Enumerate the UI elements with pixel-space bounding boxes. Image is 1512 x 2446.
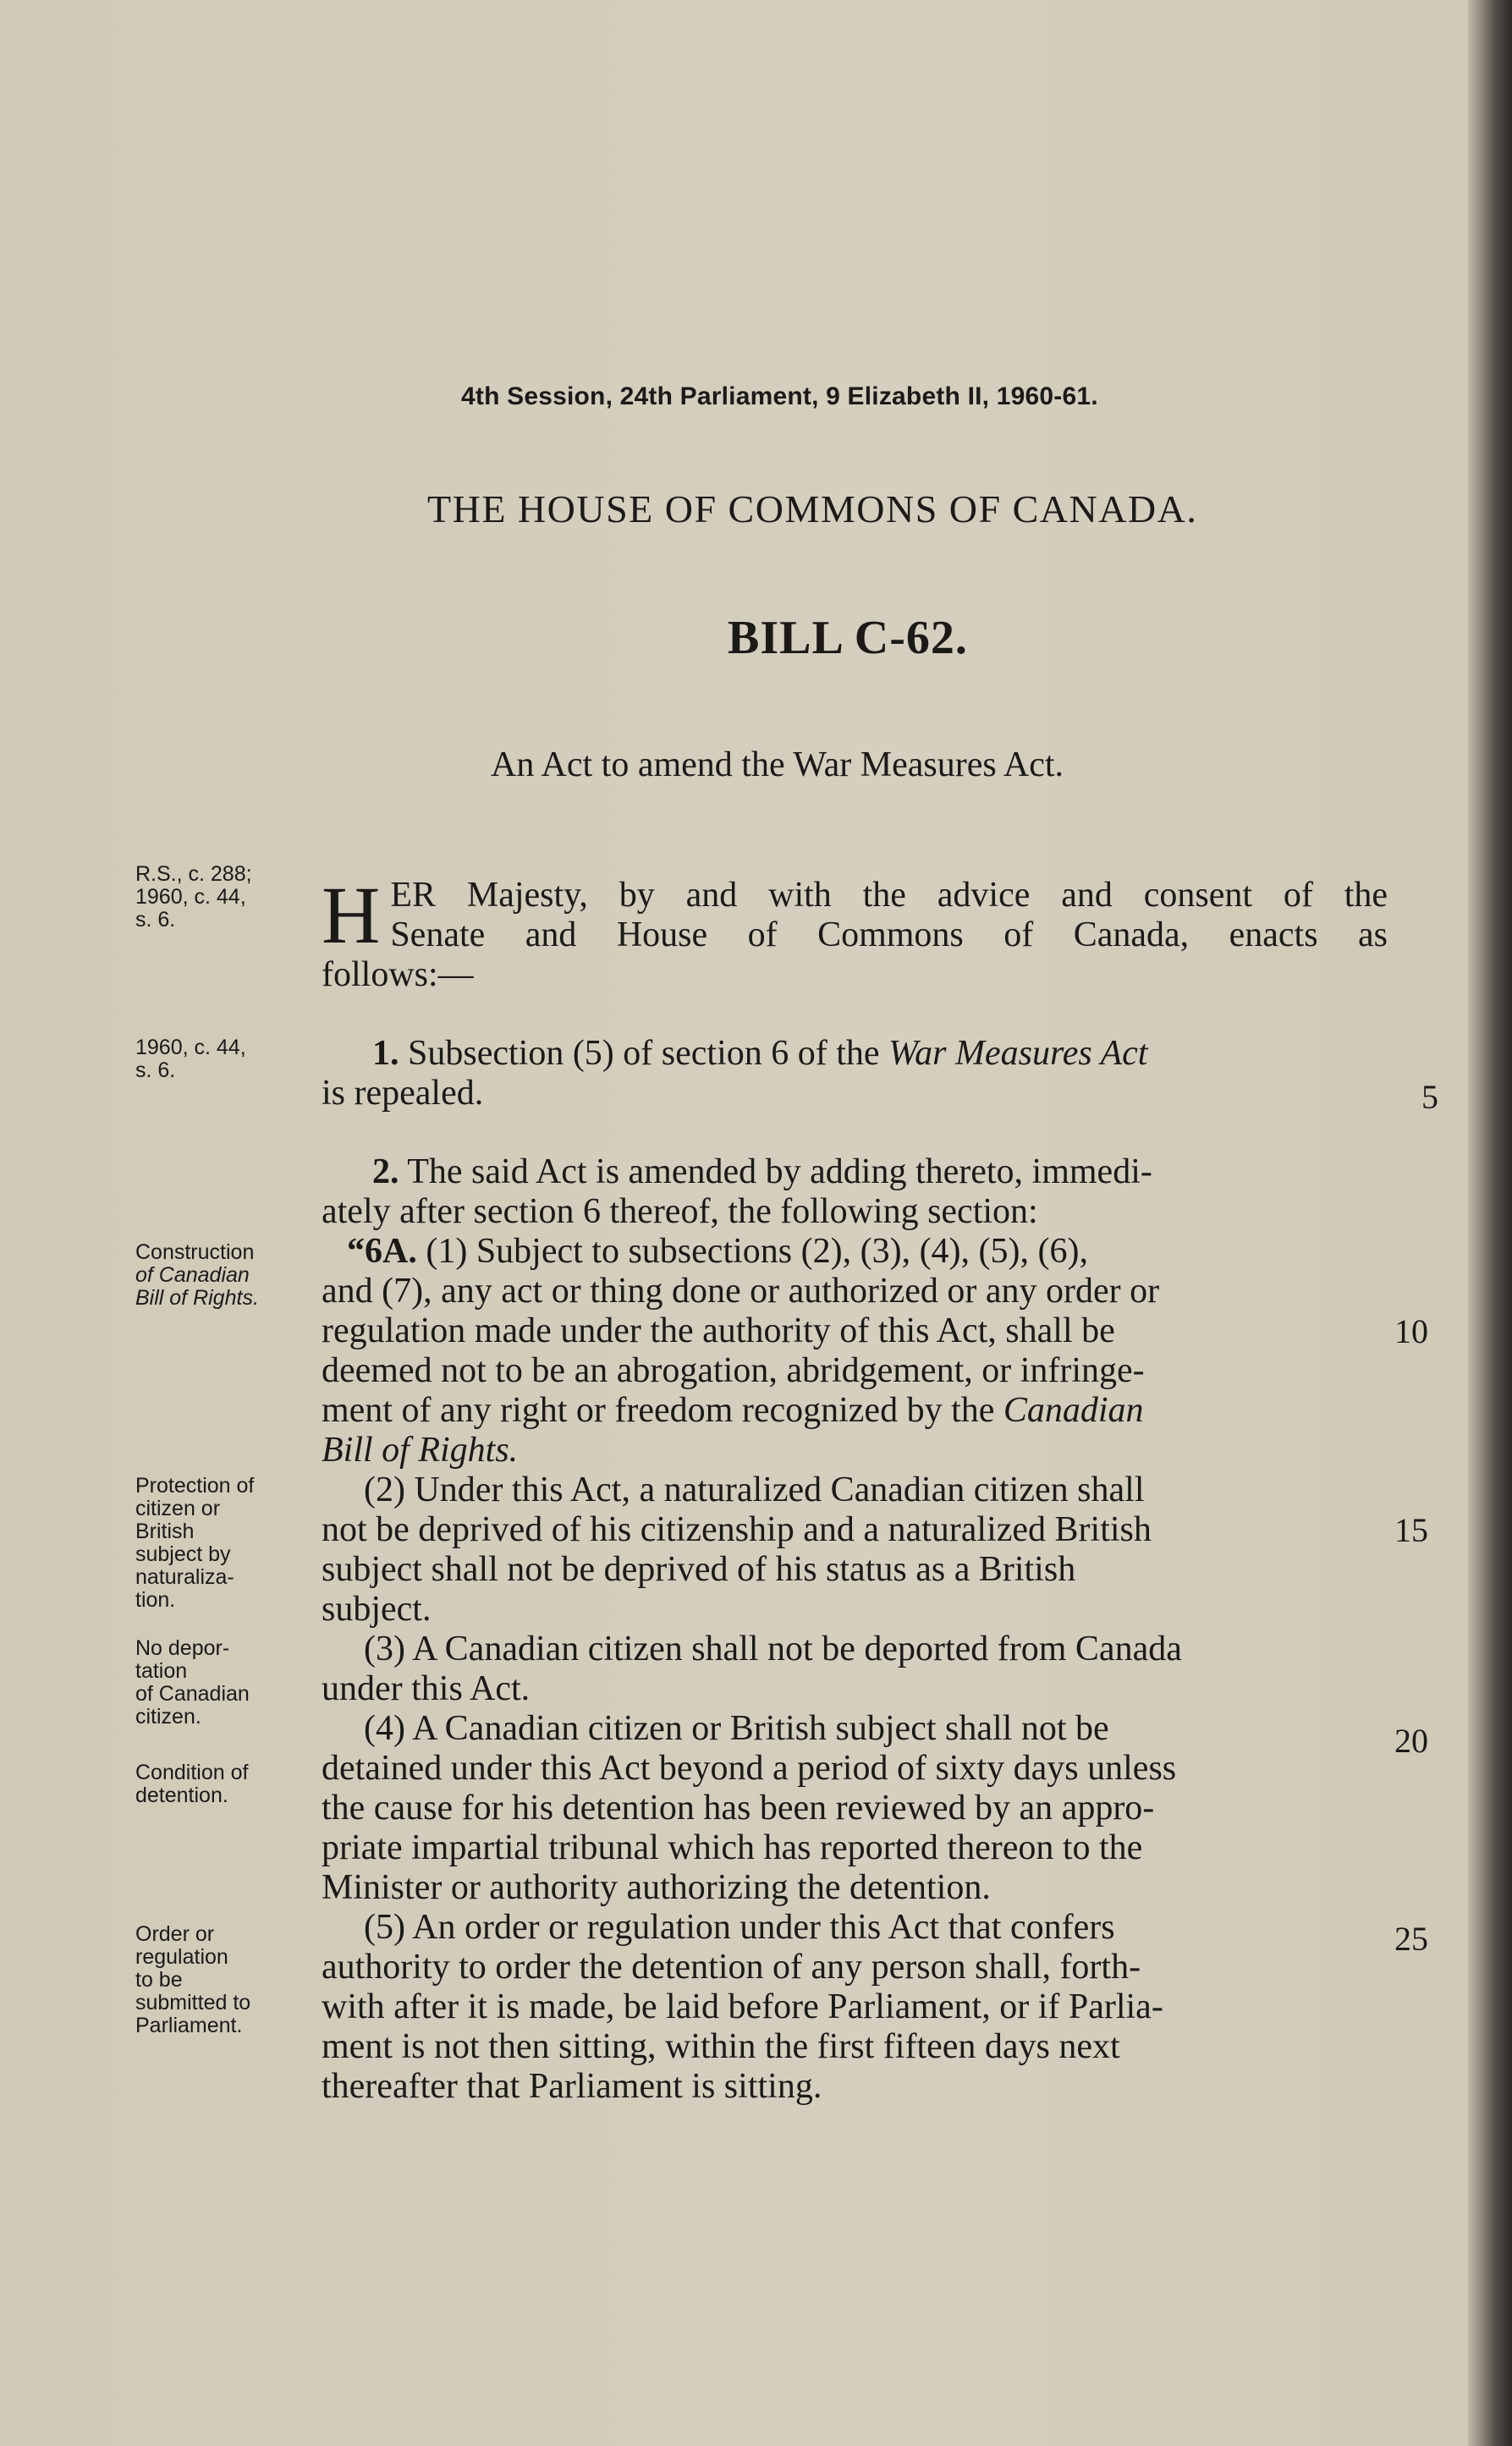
text-line: subject shall not be deprived of his status as a British: [322, 1550, 1076, 1589]
line-number: 5: [1421, 1078, 1438, 1116]
margin-note-construction: [135, 1241, 322, 1310]
text-line: ER Majesty, by and with the advice and consent of the: [390, 876, 1388, 915]
margin-note-order-regulation: [135, 1923, 322, 2037]
margin-note-line: of Canadian: [135, 1263, 250, 1287]
margin-note-line: s. 6.: [135, 1058, 176, 1082]
text-fragment: (1) Subject to subsections (2), (3), (4), (5), (6),: [426, 1232, 1088, 1271]
margin-note-protection: [135, 1475, 322, 1612]
text-line: the cause for his detention has been reviewed by an appro-: [322, 1789, 1155, 1828]
text-line: [322, 1391, 1388, 1431]
section-6a-number: “6A.: [347, 1232, 417, 1271]
line-number: 25: [1394, 1920, 1428, 1958]
margin-note-line: 1960, c. 44,: [135, 885, 246, 909]
act-title: War Measures Act: [888, 1034, 1148, 1073]
margin-note-line: regulation: [135, 1945, 228, 1969]
drop-cap: H: [322, 870, 381, 960]
book-spine-edge: [1468, 0, 1512, 2446]
text-line: thereafter that Parliament is sitting.: [322, 2067, 822, 2106]
text-line: regulation made under the authority of this Act, shall be: [322, 1311, 1115, 1350]
text-line: (4) A Canadian citizen or British subject shall not be: [364, 1709, 1109, 1748]
text-line: (5) An order or regulation under this Act that confers: [364, 1908, 1115, 1947]
text-line: (3) A Canadian citizen shall not be deported from Canada: [364, 1630, 1182, 1668]
text-line: [322, 1034, 1388, 1074]
text-line: ment is not then sitting, within the first fifteen days next: [322, 2027, 1120, 2066]
margin-note-line: Construction: [135, 1240, 255, 1264]
margin-note-line: tion.: [135, 1588, 176, 1612]
margin-note-no-deportation: [135, 1637, 322, 1729]
margin-note-line: No depor-: [135, 1636, 230, 1660]
text-line: and (7), any act or thing done or authorized or any order or: [322, 1272, 1160, 1311]
text-fragment: Subsection (5) of section 6 of the: [408, 1034, 880, 1073]
margin-note-line: submitted to: [135, 1991, 251, 2015]
line-number: 15: [1394, 1511, 1428, 1549]
line-number: 10: [1394, 1312, 1428, 1350]
margin-note-line: Condition of: [135, 1761, 249, 1784]
section-2: [322, 1152, 1388, 2107]
margin-note-line: tation: [135, 1659, 188, 1683]
text-line: follows:—: [322, 955, 474, 994]
margin-note-line: Order or: [135, 1922, 215, 1946]
house-heading: THE HOUSE OF COMMONS OF CANADA.: [427, 487, 1198, 530]
text-fragment: The said Act is amended by adding thereto, immedi-: [407, 1152, 1152, 1191]
margin-note-line: Protection of: [135, 1474, 255, 1498]
text-line: [322, 1232, 1388, 1272]
margin-note-line: 1960, c. 44,: [135, 1036, 246, 1059]
text-line: (2) Under this Act, a naturalized Canadian citizen shall: [364, 1470, 1145, 1509]
act-title: Canadian: [1003, 1391, 1144, 1430]
margin-note-line: citizen or: [135, 1497, 221, 1520]
text-line: Senate and House of Commons of Canada, enacts as: [390, 915, 1388, 954]
text-line: deemed not to be an abrogation, abridgement, or infringe-: [322, 1351, 1145, 1390]
margin-note-line: R.S., c. 288;: [135, 862, 252, 886]
margin-note-line: subject by: [135, 1542, 231, 1566]
margin-note-condition: [135, 1762, 322, 1807]
text-line: subject.: [322, 1590, 432, 1629]
margin-note-section1-ref: [135, 1036, 322, 1082]
text-fragment: ment of any right or freedom recognized by the: [322, 1391, 995, 1430]
margin-note-line: British: [135, 1520, 195, 1543]
text-line: not be deprived of his citizenship and a naturalized British: [322, 1510, 1152, 1549]
section-number: 2.: [372, 1152, 399, 1191]
bill-title: BILL C-62.: [728, 612, 968, 664]
text-line: authority to order the detention of any person shall, forth-: [322, 1948, 1141, 1987]
margin-note-line: Bill of Rights.: [135, 1286, 259, 1310]
text-line: ately after section 6 thereof, the following section:: [322, 1192, 1038, 1231]
margin-note-line: citizen.: [135, 1705, 201, 1729]
bleed-through-shadow: [812, 144, 824, 198]
text-line: Bill of Rights.: [322, 1431, 519, 1470]
margin-note-line: to be: [135, 1968, 183, 1992]
text-line: Minister or authority authorizing the detention.: [322, 1868, 991, 1907]
session-header: 4th Session, 24th Parliament, 9 Elizabeth II, 1960-61.: [461, 382, 1098, 410]
text-line: is repealed.: [322, 1074, 484, 1113]
text-line: priate impartial tribunal which has reported thereon to the: [322, 1828, 1143, 1867]
text-line: with after it is made, be laid before Parliament, or if Parlia-: [322, 1987, 1163, 2026]
margin-note-statute-ref: [135, 863, 322, 932]
text-line: [322, 1152, 1388, 1192]
section-number: 1.: [372, 1034, 399, 1073]
enacting-clause: [322, 870, 1388, 995]
text-line: under this Act.: [322, 1669, 531, 1708]
text-line: detained under this Act beyond a period of sixty days unless: [322, 1749, 1177, 1788]
section-1: [322, 1034, 1388, 1113]
margin-note-line: of Canadian: [135, 1682, 250, 1706]
margin-note-line: naturaliza-: [135, 1565, 234, 1589]
margin-note-line: detention.: [135, 1784, 228, 1807]
margin-note-line: Parliament.: [135, 2014, 243, 2037]
line-number: 20: [1394, 1722, 1428, 1760]
bill-subtitle: An Act to amend the War Measures Act.: [491, 745, 1064, 784]
margin-note-line: s. 6.: [135, 908, 176, 932]
